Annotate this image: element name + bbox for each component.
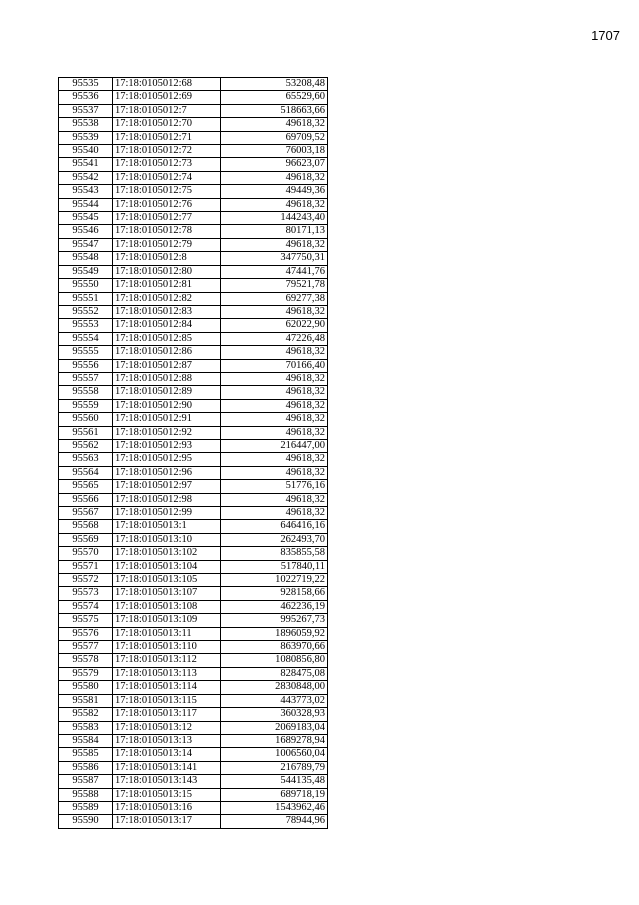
value-cell: 49618,32	[221, 426, 328, 439]
table-row	[59, 198, 328, 211]
cadastral-number-cell: 17:18:0105012:73	[113, 158, 221, 171]
table-row	[59, 614, 328, 627]
value-cell: 49618,32	[221, 453, 328, 466]
table-row	[59, 212, 328, 225]
cadastral-number-cell: 17:18:0105012:95	[113, 453, 221, 466]
value-cell: 863970,66	[221, 641, 328, 654]
page-number: 1707	[591, 28, 620, 43]
cadastral-number-cell: 17:18:0105013:114	[113, 681, 221, 694]
table-row	[59, 600, 328, 613]
table-row	[59, 319, 328, 332]
table-row	[59, 413, 328, 426]
cadastral-number-cell: 17:18:0105013:10	[113, 533, 221, 546]
value-cell: 360328,93	[221, 708, 328, 721]
table-row	[59, 734, 328, 747]
cadastral-number-cell: 17:18:0105013:108	[113, 600, 221, 613]
row-number-cell: 95548	[59, 252, 113, 265]
cadastral-number-cell: 17:18:0105012:69	[113, 91, 221, 104]
cadastral-number-cell: 17:18:0105012:84	[113, 319, 221, 332]
cadastral-number-cell: 17:18:0105012:78	[113, 225, 221, 238]
value-cell: 49618,32	[221, 399, 328, 412]
cadastral-number-cell: 17:18:0105012:85	[113, 332, 221, 345]
row-number-cell: 95588	[59, 788, 113, 801]
table-row	[59, 721, 328, 734]
value-cell: 995267,73	[221, 614, 328, 627]
row-number-cell: 95582	[59, 708, 113, 721]
cadastral-number-cell: 17:18:0105012:8	[113, 252, 221, 265]
table-row	[59, 547, 328, 560]
cadastral-number-cell: 17:18:0105013:11	[113, 627, 221, 640]
value-cell: 49449,36	[221, 185, 328, 198]
row-number-cell: 95536	[59, 91, 113, 104]
value-cell: 1689278,94	[221, 734, 328, 747]
table-row	[59, 91, 328, 104]
table-row	[59, 185, 328, 198]
table-row	[59, 520, 328, 533]
value-cell: 49618,32	[221, 118, 328, 131]
row-number-cell: 95574	[59, 600, 113, 613]
value-cell: 689718,19	[221, 788, 328, 801]
value-cell: 347750,31	[221, 252, 328, 265]
row-number-cell: 95563	[59, 453, 113, 466]
row-number-cell: 95573	[59, 587, 113, 600]
row-number-cell: 95585	[59, 748, 113, 761]
table-row	[59, 265, 328, 278]
row-number-cell: 95567	[59, 507, 113, 520]
row-number-cell: 95551	[59, 292, 113, 305]
value-cell: 1006560,04	[221, 748, 328, 761]
row-number-cell: 95559	[59, 399, 113, 412]
row-number-cell: 95569	[59, 533, 113, 546]
value-cell: 69277,38	[221, 292, 328, 305]
row-number-cell: 95568	[59, 520, 113, 533]
value-cell: 53208,48	[221, 78, 328, 91]
row-number-cell: 95581	[59, 694, 113, 707]
value-cell: 1022719,22	[221, 574, 328, 587]
cadastral-number-cell: 17:18:0105012:82	[113, 292, 221, 305]
table-row	[59, 574, 328, 587]
cadastral-number-cell: 17:18:0105013:110	[113, 641, 221, 654]
cadastral-number-cell: 17:18:0105013:141	[113, 761, 221, 774]
table-row	[59, 641, 328, 654]
row-number-cell: 95587	[59, 775, 113, 788]
table-row	[59, 292, 328, 305]
table-row	[59, 158, 328, 171]
cadastral-number-cell: 17:18:0105012:98	[113, 493, 221, 506]
cadastral-value-table	[58, 77, 328, 829]
value-cell: 49618,32	[221, 493, 328, 506]
value-cell: 544135,48	[221, 775, 328, 788]
cadastral-number-cell: 17:18:0105012:79	[113, 238, 221, 251]
table-row	[59, 466, 328, 479]
cadastral-number-cell: 17:18:0105012:99	[113, 507, 221, 520]
cadastral-number-cell: 17:18:0105012:93	[113, 439, 221, 452]
row-number-cell: 95537	[59, 104, 113, 117]
value-cell: 70166,40	[221, 359, 328, 372]
cadastral-number-cell: 17:18:0105012:87	[113, 359, 221, 372]
cadastral-number-cell: 17:18:0105013:17	[113, 815, 221, 828]
row-number-cell: 95576	[59, 627, 113, 640]
table-body	[59, 78, 328, 829]
table-row	[59, 131, 328, 144]
row-number-cell: 95543	[59, 185, 113, 198]
cadastral-number-cell: 17:18:0105012:88	[113, 372, 221, 385]
table-row	[59, 708, 328, 721]
table-row	[59, 104, 328, 117]
value-cell: 443773,02	[221, 694, 328, 707]
cadastral-number-cell: 17:18:0105012:74	[113, 171, 221, 184]
value-cell: 49618,32	[221, 171, 328, 184]
row-number-cell: 95562	[59, 439, 113, 452]
row-number-cell: 95546	[59, 225, 113, 238]
value-cell: 80171,13	[221, 225, 328, 238]
value-cell: 65529,60	[221, 91, 328, 104]
cadastral-number-cell: 17:18:0105012:86	[113, 346, 221, 359]
cadastral-number-cell: 17:18:0105013:112	[113, 654, 221, 667]
value-cell: 49618,32	[221, 386, 328, 399]
table-row	[59, 426, 328, 439]
table-row	[59, 145, 328, 158]
row-number-cell: 95556	[59, 359, 113, 372]
cadastral-number-cell: 17:18:0105013:102	[113, 547, 221, 560]
value-cell: 49618,32	[221, 305, 328, 318]
cadastral-number-cell: 17:18:0105012:91	[113, 413, 221, 426]
cadastral-number-cell: 17:18:0105013:16	[113, 801, 221, 814]
cadastral-number-cell: 17:18:0105012:90	[113, 399, 221, 412]
cadastral-number-cell: 17:18:0105012:68	[113, 78, 221, 91]
cadastral-number-cell: 17:18:0105012:70	[113, 118, 221, 131]
table-row	[59, 815, 328, 828]
cadastral-number-cell: 17:18:0105013:105	[113, 574, 221, 587]
table-row	[59, 667, 328, 680]
row-number-cell: 95583	[59, 721, 113, 734]
cadastral-number-cell: 17:18:0105012:89	[113, 386, 221, 399]
cadastral-number-cell: 17:18:0105013:143	[113, 775, 221, 788]
row-number-cell: 95552	[59, 305, 113, 318]
row-number-cell: 95566	[59, 493, 113, 506]
value-cell: 1080856,80	[221, 654, 328, 667]
table-row	[59, 533, 328, 546]
cadastral-number-cell: 17:18:0105012:7	[113, 104, 221, 117]
table-row	[59, 694, 328, 707]
row-number-cell: 95589	[59, 801, 113, 814]
value-cell: 828475,08	[221, 667, 328, 680]
cadastral-number-cell: 17:18:0105012:75	[113, 185, 221, 198]
value-cell: 2069183,04	[221, 721, 328, 734]
value-cell: 49618,32	[221, 413, 328, 426]
cadastral-number-cell: 17:18:0105012:80	[113, 265, 221, 278]
row-number-cell: 95558	[59, 386, 113, 399]
table-row	[59, 775, 328, 788]
table-row	[59, 359, 328, 372]
value-cell: 517840,11	[221, 560, 328, 573]
row-number-cell: 95586	[59, 761, 113, 774]
table-row	[59, 252, 328, 265]
cadastral-number-cell: 17:18:0105013:113	[113, 667, 221, 680]
table-row	[59, 480, 328, 493]
cadastral-number-cell: 17:18:0105013:13	[113, 734, 221, 747]
row-number-cell: 95557	[59, 372, 113, 385]
row-number-cell: 95565	[59, 480, 113, 493]
cadastral-number-cell: 17:18:0105012:92	[113, 426, 221, 439]
table-row	[59, 748, 328, 761]
table-row	[59, 761, 328, 774]
table-row	[59, 225, 328, 238]
cadastral-number-cell: 17:18:0105012:71	[113, 131, 221, 144]
row-number-cell: 95553	[59, 319, 113, 332]
cadastral-number-cell: 17:18:0105012:96	[113, 466, 221, 479]
table-row	[59, 587, 328, 600]
cadastral-number-cell: 17:18:0105013:12	[113, 721, 221, 734]
row-number-cell: 95538	[59, 118, 113, 131]
table-row	[59, 399, 328, 412]
table-row	[59, 801, 328, 814]
row-number-cell: 95560	[59, 413, 113, 426]
row-number-cell: 95550	[59, 279, 113, 292]
row-number-cell: 95544	[59, 198, 113, 211]
value-cell: 835855,58	[221, 547, 328, 560]
row-number-cell: 95578	[59, 654, 113, 667]
row-number-cell: 95580	[59, 681, 113, 694]
value-cell: 928158,66	[221, 587, 328, 600]
table-row	[59, 493, 328, 506]
table-row	[59, 305, 328, 318]
value-cell: 69709,52	[221, 131, 328, 144]
table-row	[59, 627, 328, 640]
table-row	[59, 788, 328, 801]
cadastral-number-cell: 17:18:0105013:14	[113, 748, 221, 761]
row-number-cell: 95539	[59, 131, 113, 144]
value-cell: 144243,40	[221, 212, 328, 225]
value-cell: 78944,96	[221, 815, 328, 828]
value-cell: 49618,32	[221, 238, 328, 251]
row-number-cell: 95572	[59, 574, 113, 587]
table-row	[59, 279, 328, 292]
row-number-cell: 95540	[59, 145, 113, 158]
row-number-cell: 95541	[59, 158, 113, 171]
value-cell: 1896059,92	[221, 627, 328, 640]
value-cell: 646416,16	[221, 520, 328, 533]
table-row	[59, 439, 328, 452]
value-cell: 79521,78	[221, 279, 328, 292]
row-number-cell: 95542	[59, 171, 113, 184]
cadastral-number-cell: 17:18:0105012:72	[113, 145, 221, 158]
row-number-cell: 95547	[59, 238, 113, 251]
cadastral-number-cell: 17:18:0105013:1	[113, 520, 221, 533]
table-row	[59, 332, 328, 345]
value-cell: 49618,32	[221, 372, 328, 385]
cadastral-number-cell: 17:18:0105012:76	[113, 198, 221, 211]
row-number-cell: 95554	[59, 332, 113, 345]
row-number-cell: 95590	[59, 815, 113, 828]
value-cell: 62022,90	[221, 319, 328, 332]
table-row	[59, 654, 328, 667]
table-row	[59, 681, 328, 694]
row-number-cell: 95570	[59, 547, 113, 560]
row-number-cell: 95535	[59, 78, 113, 91]
value-cell: 47441,76	[221, 265, 328, 278]
table-row	[59, 238, 328, 251]
row-number-cell: 95564	[59, 466, 113, 479]
cadastral-number-cell: 17:18:0105012:97	[113, 480, 221, 493]
table-row	[59, 372, 328, 385]
value-cell: 49618,32	[221, 198, 328, 211]
value-cell: 262493,70	[221, 533, 328, 546]
value-cell: 216447,00	[221, 439, 328, 452]
cadastral-number-cell: 17:18:0105012:83	[113, 305, 221, 318]
row-number-cell: 95561	[59, 426, 113, 439]
row-number-cell: 95577	[59, 641, 113, 654]
value-cell: 49618,32	[221, 507, 328, 520]
table-row	[59, 560, 328, 573]
cadastral-number-cell: 17:18:0105012:77	[113, 212, 221, 225]
row-number-cell: 95584	[59, 734, 113, 747]
cadastral-number-cell: 17:18:0105012:81	[113, 279, 221, 292]
row-number-cell: 95579	[59, 667, 113, 680]
row-number-cell: 95549	[59, 265, 113, 278]
value-cell: 2830848,00	[221, 681, 328, 694]
cadastral-number-cell: 17:18:0105013:117	[113, 708, 221, 721]
row-number-cell: 95571	[59, 560, 113, 573]
value-cell: 462236,19	[221, 600, 328, 613]
value-cell: 76003,18	[221, 145, 328, 158]
value-cell: 49618,32	[221, 466, 328, 479]
table-row	[59, 453, 328, 466]
value-cell: 51776,16	[221, 480, 328, 493]
row-number-cell: 95545	[59, 212, 113, 225]
value-cell: 49618,32	[221, 346, 328, 359]
value-cell: 47226,48	[221, 332, 328, 345]
table-row	[59, 171, 328, 184]
value-cell: 1543962,46	[221, 801, 328, 814]
table-row	[59, 346, 328, 359]
value-cell: 518663,66	[221, 104, 328, 117]
table-row	[59, 507, 328, 520]
cadastral-number-cell: 17:18:0105013:107	[113, 587, 221, 600]
cadastral-number-cell: 17:18:0105013:15	[113, 788, 221, 801]
cadastral-number-cell: 17:18:0105013:115	[113, 694, 221, 707]
row-number-cell: 95555	[59, 346, 113, 359]
value-cell: 96623,07	[221, 158, 328, 171]
table-row	[59, 386, 328, 399]
row-number-cell: 95575	[59, 614, 113, 627]
table-row	[59, 78, 328, 91]
cadastral-number-cell: 17:18:0105013:104	[113, 560, 221, 573]
value-cell: 216789,79	[221, 761, 328, 774]
table-row	[59, 118, 328, 131]
cadastral-number-cell: 17:18:0105013:109	[113, 614, 221, 627]
